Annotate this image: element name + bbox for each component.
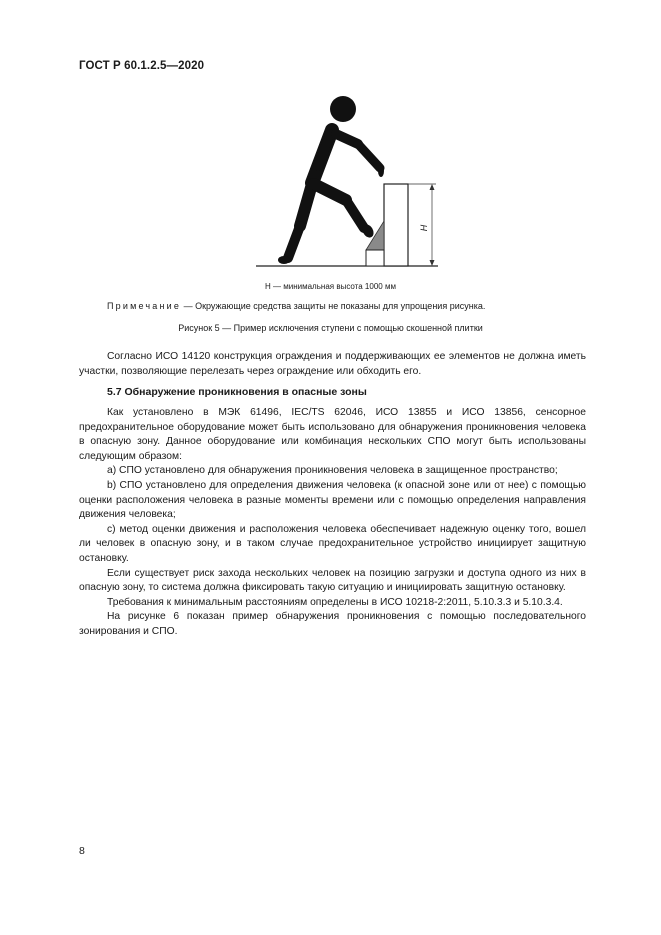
note-text: — Окружающие средства защиты не показаны для упрощения рисунка. — [181, 301, 486, 311]
figure-climbing-person — [250, 88, 450, 273]
page-number: 8 — [79, 845, 85, 857]
person-arm-back — [318, 134, 330, 166]
paragraph-block-main — [79, 406, 586, 640]
person-leg-front-lower — [346, 200, 364, 228]
barrier — [384, 184, 408, 266]
document-header: ГОСТ Р 60.1.2.5—2020 — [79, 60, 205, 72]
figure-title: Рисунок 5 — Пример исключения ступени с помощью скошенной плитки — [178, 323, 483, 333]
person-arm-lower — [358, 144, 380, 168]
figure-note — [107, 301, 485, 311]
dim-arrow-top — [430, 184, 435, 190]
section-title: 5.7 Обнаружение проникновения в опасные зоны — [107, 386, 367, 398]
dim-arrow-bottom — [430, 260, 435, 266]
person-leg-back-lower — [288, 226, 300, 258]
person-foot-back — [278, 256, 290, 264]
paragraph: Требования к минимальным расстояниям определены в ИСО 10218-2:2011, 5.10.3.3 и 5.10.3.4. — [107, 596, 563, 608]
paragraph: Согласно ИСО 14120 конструкция ограждения и поддерживающих ее элементов не должна иметь участки, позволяющие перелезать через ограждение или обходить его. — [79, 351, 586, 377]
paragraph-block-top — [79, 350, 586, 379]
person-hand — [378, 165, 384, 177]
list-item: c) метод оценки движения и расположения человека обеспечивает надежную оценку того, вошел ли человек в опасную зону, и в таком случае предохранительное устройство инициирует защитную остановку. — [79, 523, 586, 564]
person-head — [330, 96, 356, 122]
list-item: b) СПО установлено для определения движения человека (к опасной зоне или от нее) с помощью оценки расположения человека в разные моменты времени или с помощью определения направления движения человека; — [79, 479, 586, 521]
tile-base — [366, 250, 384, 266]
note-label: Примечание — [107, 301, 182, 311]
dimension-label: H — [419, 224, 429, 232]
paragraph: Если существует риск захода нескольких человек на позицию загрузки и доступа одного из них в опасную зону, то система должна фиксировать такую ситуацию и инициировать защитную остановку. — [79, 567, 586, 594]
person-leg-front-upper — [314, 184, 346, 200]
figure-dimension-caption: H — минимальная высота 1000 мм — [265, 282, 396, 291]
paragraph: Как установлено в МЭК 61496, IEC/TS 62046, ИСО 13855 и ИСО 13856, сенсорное предохранительное оборудование может быть использовано для обнаружения проникновения человека в опасную зону. Данное оборудование или комбинация нескольких СПО могут быть использованы следующим образом: — [79, 407, 586, 462]
list-item: а) СПО установлено для обнаружения проникновения человека в защищенное пространство; — [107, 465, 558, 477]
paragraph: На рисунке 6 показан пример обнаружения проникновения с помощью последовательного зонирования и СПО. — [79, 611, 586, 637]
person-leg-back-upper — [300, 184, 312, 226]
